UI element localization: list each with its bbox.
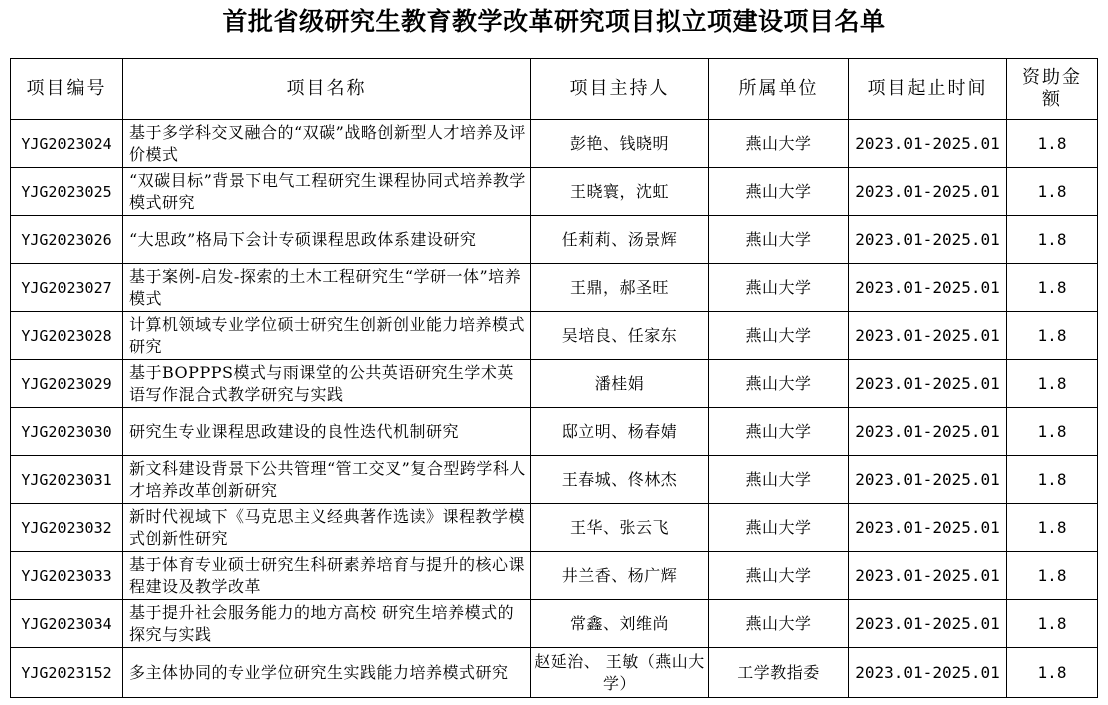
cell-unit: 燕山大学 — [709, 120, 849, 168]
table-row — [11, 648, 1098, 698]
cell-name: 多主体协同的专业学位研究生实践能力培养模式研究 — [123, 648, 531, 698]
cell-fund: 1.8 — [1007, 312, 1098, 360]
cell-name: 基于多学科交叉融合的“双碳”战略创新型人才培养及评价模式 — [123, 120, 531, 168]
table-row — [11, 312, 1098, 360]
cell-host: 赵延治、 王敏（燕山大学） — [531, 648, 709, 698]
cell-period: 2023.01-2025.01 — [849, 552, 1007, 600]
cell-fund: 1.8 — [1007, 456, 1098, 504]
cell-host: 王春城、佟林杰 — [531, 456, 709, 504]
cell-host: 邸立明、杨春婧 — [531, 408, 709, 456]
cell-fund: 1.8 — [1007, 648, 1098, 698]
cell-code: YJG2023152 — [11, 648, 123, 698]
cell-unit: 工学教指委 — [709, 648, 849, 698]
header-host: 项目主持人 — [531, 59, 709, 120]
cell-fund: 1.8 — [1007, 360, 1098, 408]
cell-code: YJG2023028 — [11, 312, 123, 360]
table-row — [11, 456, 1098, 504]
cell-code: YJG2023027 — [11, 264, 123, 312]
cell-period: 2023.01-2025.01 — [849, 168, 1007, 216]
cell-period: 2023.01-2025.01 — [849, 456, 1007, 504]
cell-unit: 燕山大学 — [709, 408, 849, 456]
cell-code: YJG2023033 — [11, 552, 123, 600]
table-row — [11, 120, 1098, 168]
cell-name: 研究生专业课程思政建设的良性迭代机制研究 — [123, 408, 531, 456]
project-table — [10, 58, 1098, 698]
table-row — [11, 504, 1098, 552]
cell-host: 王华、张云飞 — [531, 504, 709, 552]
cell-name: 基于BOPPPS模式与雨课堂的公共英语研究生学术英语写作混合式教学研究与实践 — [123, 360, 531, 408]
cell-fund: 1.8 — [1007, 408, 1098, 456]
cell-unit: 燕山大学 — [709, 264, 849, 312]
cell-name: 新文科建设背景下公共管理“管工交叉”复合型跨学科人才培养改革创新研究 — [123, 456, 531, 504]
cell-code: YJG2023031 — [11, 456, 123, 504]
cell-host: 王晓寰，沈虹 — [531, 168, 709, 216]
cell-code: YJG2023029 — [11, 360, 123, 408]
cell-host: 井兰香、杨广辉 — [531, 552, 709, 600]
cell-unit: 燕山大学 — [709, 360, 849, 408]
table-row — [11, 408, 1098, 456]
cell-code: YJG2023032 — [11, 504, 123, 552]
header-row — [11, 59, 1098, 120]
cell-unit: 燕山大学 — [709, 552, 849, 600]
cell-name: 基于案例-启发-探索的土木工程研究生“学研一体”培养模式 — [123, 264, 531, 312]
cell-unit: 燕山大学 — [709, 504, 849, 552]
cell-fund: 1.8 — [1007, 264, 1098, 312]
cell-code: YJG2023024 — [11, 120, 123, 168]
cell-period: 2023.01-2025.01 — [849, 216, 1007, 264]
header-period: 项目起止时间 — [849, 59, 1007, 120]
table-row — [11, 168, 1098, 216]
header-name: 项目名称 — [123, 59, 531, 120]
cell-period: 2023.01-2025.01 — [849, 600, 1007, 648]
cell-name: “双碳目标”背景下电气工程研究生课程协同式培养教学模式研究 — [123, 168, 531, 216]
cell-fund: 1.8 — [1007, 216, 1098, 264]
cell-unit: 燕山大学 — [709, 600, 849, 648]
page-title: 首批省级研究生教育教学改革研究项目拟立项建设项目名单 — [222, 7, 886, 36]
cell-period: 2023.01-2025.01 — [849, 264, 1007, 312]
cell-host: 常鑫、刘维尚 — [531, 600, 709, 648]
table-row — [11, 552, 1098, 600]
header-fund: 资助金额 — [1007, 59, 1098, 120]
cell-name: 基于提升社会服务能力的地方高校 研究生培养模式的探究与实践 — [123, 600, 531, 648]
header-unit: 所属单位 — [709, 59, 849, 120]
cell-period: 2023.01-2025.01 — [849, 408, 1007, 456]
cell-code: YJG2023025 — [11, 168, 123, 216]
cell-host: 彭艳、钱晓明 — [531, 120, 709, 168]
header-code: 项目编号 — [11, 59, 123, 120]
cell-code: YJG2023034 — [11, 600, 123, 648]
cell-fund: 1.8 — [1007, 168, 1098, 216]
cell-fund: 1.8 — [1007, 120, 1098, 168]
table-row — [11, 264, 1098, 312]
cell-period: 2023.01-2025.01 — [849, 120, 1007, 168]
cell-period: 2023.01-2025.01 — [849, 312, 1007, 360]
cell-fund: 1.8 — [1007, 600, 1098, 648]
cell-fund: 1.8 — [1007, 504, 1098, 552]
cell-name: “大思政”格局下会计专硕课程思政体系建设研究 — [123, 216, 531, 264]
cell-period: 2023.01-2025.01 — [849, 504, 1007, 552]
cell-unit: 燕山大学 — [709, 168, 849, 216]
cell-host: 王鼎，郝圣旺 — [531, 264, 709, 312]
cell-unit: 燕山大学 — [709, 456, 849, 504]
table-row — [11, 600, 1098, 648]
cell-unit: 燕山大学 — [709, 312, 849, 360]
cell-name: 计算机领域专业学位硕士研究生创新创业能力培养模式研究 — [123, 312, 531, 360]
cell-code: YJG2023026 — [11, 216, 123, 264]
cell-fund: 1.8 — [1007, 552, 1098, 600]
cell-host: 潘桂娟 — [531, 360, 709, 408]
cell-name: 新时代视域下《马克思主义经典著作选读》课程教学模式创新性研究 — [123, 504, 531, 552]
cell-period: 2023.01-2025.01 — [849, 360, 1007, 408]
cell-period: 2023.01-2025.01 — [849, 648, 1007, 698]
cell-code: YJG2023030 — [11, 408, 123, 456]
table-row — [11, 360, 1098, 408]
table-row — [11, 216, 1098, 264]
cell-host: 吴培良、任家东 — [531, 312, 709, 360]
cell-unit: 燕山大学 — [709, 216, 849, 264]
cell-name: 基于体育专业硕士研究生科研素养培育与提升的核心课程建设及教学改革 — [123, 552, 531, 600]
cell-host: 任莉莉、汤景辉 — [531, 216, 709, 264]
